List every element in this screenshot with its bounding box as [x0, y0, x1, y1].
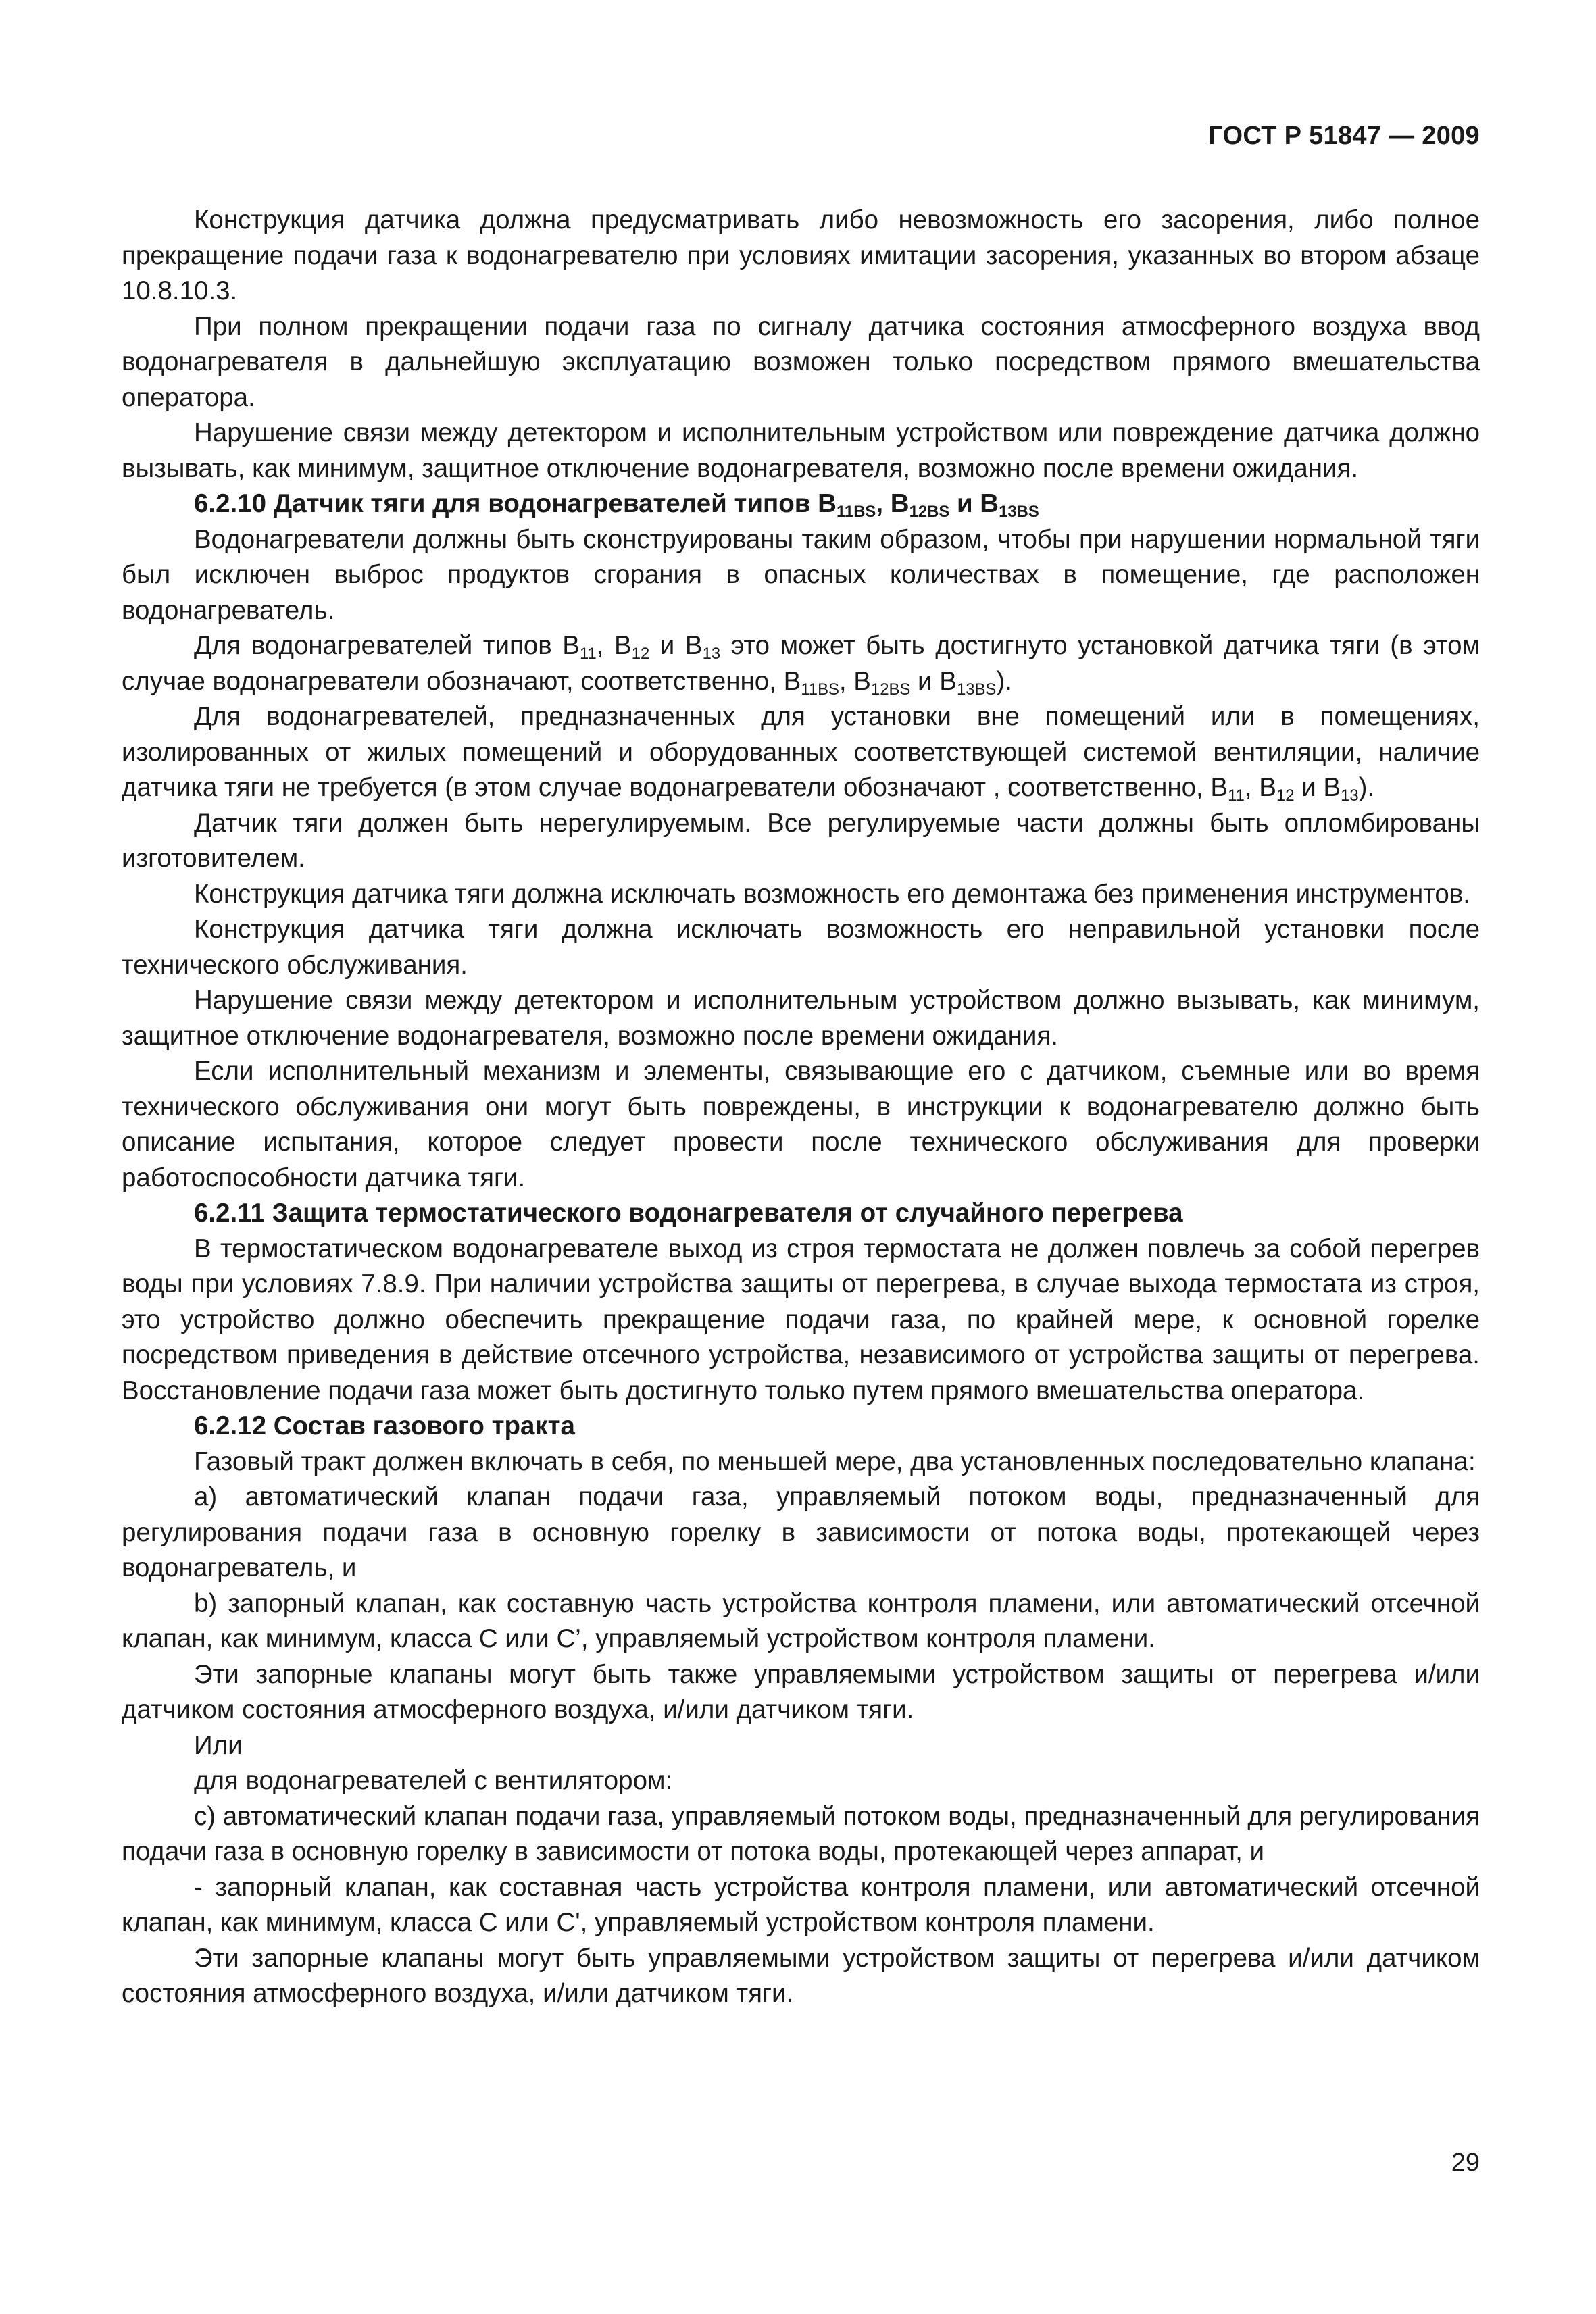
body-paragraph: В термостатическом водонагревателе выход из строя термостата не должен повлечь за собой перегрев воды при условиях 7.8.9. При наличии устройства защиты от перегрева, в случае выхода термостата из строя, это устройство должно обеспечить прекращение подачи газа, по крайней мере, к основной горелке посредством приведения в действие отсечного устройства, независимого от устройства защиты от перегрева. Восстановление подачи газа может быть достигнуто только путем прямого вмешательства оператора.	[122, 1234, 1480, 1405]
body-paragraph: Эти запорные клапаны могут быть также управляемыми устройством защиты от перегрева и/или датчиком состояния атмосферного воздуха, и/или датчиком тяги.	[122, 1659, 1480, 1724]
body-paragraph: для водонагревателей с вентилятором:	[194, 1766, 673, 1795]
body-paragraph: Водонагреватели должны быть сконструированы таким образом, чтобы при нарушении нормальной тяги был исключен выброс продуктов сгорания в опасных количествах в помещение, где расположен водонагреватель.	[122, 524, 1480, 625]
body-paragraph: с) автоматический клапан подачи газа, управляемый потоком воды, предназначенный для регулирования подачи газа в основную горелку в зависимости от потока воды, протекающей через аппарат, и	[122, 1801, 1480, 1866]
subscript: 12BS	[870, 680, 911, 699]
subscript: 12	[1276, 786, 1295, 805]
body-paragraph: Конструкция датчика тяги должна исключать возможность его неправильной установки после технического обслуживания.	[122, 915, 1480, 980]
subscript: 13BS	[956, 680, 997, 699]
subscript: 12	[631, 645, 650, 663]
section-heading: 6.2.12 Состав газового тракта	[194, 1411, 575, 1440]
body-paragraph: Если исполнительный механизм и элементы, связывающие его с датчиком, съемные или во время технического обслуживания они могут быть повреждены, в инструкции к водонагревателю должно быть описание испытания, которое следует провести после технического обслуживания для проверки работоспособности датчика тяги.	[122, 1057, 1480, 1192]
subscript: 13	[1341, 786, 1359, 805]
body-paragraph: Конструкция датчика тяги должна исключать возможность его демонтажа без применения инструментов.	[194, 879, 1470, 909]
subscript: 13BS	[999, 503, 1039, 522]
body-paragraph: b) запорный клапан, как составную часть устройства контроля пламени, или автоматический отсечной клапан, как минимум, класса С или С’, управляемый устройством контроля пламени.	[122, 1588, 1480, 1653]
body-paragraph: При полном прекращении подачи газа по сигналу датчика состояния атмосферного воздуха ввод водонагревателя в дальнейшую эксплуатацию возможен только посредством прямого вмешательства оператора.	[122, 311, 1480, 412]
document-body	[122, 203, 1480, 2012]
section-heading: 6.2.11 Защита термостатического водонагревателя от случайного перегрева	[194, 1199, 1183, 1228]
body-paragraph: - запорный клапан, как составная часть устройства контроля пламени, или автоматический отсечной клапан, как минимум, класса С или С', управляемый устройством контроля пламени.	[122, 1872, 1480, 1937]
subscript: 11BS	[836, 503, 876, 522]
body-paragraph: Газовый тракт должен включать в себя, по меньшей мере, два установленных последовательно клапана:	[194, 1447, 1476, 1476]
body-paragraph: Нарушение связи между детектором и исполнительным устройством или повреждение датчика должно вызывать, как минимум, защитное отключение водонагревателя, возможно после времени ожидания.	[122, 418, 1480, 483]
document-standard-id: ГОСТ Р 51847 — 2009	[1208, 122, 1480, 150]
subscript: 12BS	[909, 503, 950, 522]
body-paragraph: Нарушение связи между детектором и исполнительным устройством должно вызывать, как минимум, защитное отключение водонагревателя, возможно после времени ожидания.	[122, 986, 1480, 1051]
body-paragraph: Или	[194, 1730, 243, 1760]
subscript: 11BS	[801, 680, 839, 699]
body-paragraph: а) автоматический клапан подачи газа, управляемый потоком воды, предназначенный для регулирования подачи газа в основную горелку в зависимости от потока воды, протекающей через водонагреватель, и	[122, 1482, 1480, 1582]
body-paragraph: Для водонагревателей типов $B_{11}$, $B_{12}$ и $B_{13}$ это может быть достигнуто установкой датчика тяги (в этом случае водонагреватели обозначают, соответственно, $B_{11BS}$, $B_{12BS}$ и $B_{13BS}$).	[122, 631, 1480, 699]
subscript: 11	[1228, 786, 1245, 805]
section-heading: 6.2.10 Датчик тяги для водонагревателей типов $B_{11BS}$, $B_{12BS}$ и $B_{13BS}$	[194, 489, 1039, 522]
body-paragraph: Конструкция датчика должна предусматривать либо невозможность его засорения, либо полное прекращение подачи газа к водонагревателю при условиях имитации засорения, указанных во втором абзаце 10.8.10.3.	[122, 205, 1480, 305]
body-paragraph: Для водонагревателей, предназначенных для установки вне помещений или в помещениях, изолированных от жилых помещений и оборудованных соответствующей системой вентиляции, наличие датчика тяги не требуется (в этом случае водонагреватели обозначают , соответственно, $B_{11}$, $B_{12}$ и $B_{13}$).	[122, 702, 1480, 805]
subscript: 11	[579, 645, 597, 663]
body-paragraph: Эти запорные клапаны могут быть управляемыми устройством защиты от перегрева и/или датчиком состояния атмосферного воздуха, и/или датчиком тяги.	[122, 1943, 1480, 2008]
subscript: 13	[702, 645, 721, 663]
page-number: 29	[1451, 2148, 1480, 2177]
body-paragraph: Датчик тяги должен быть нерегулируемым. Все регулируемые части должны быть опломбированы изготовителем.	[122, 808, 1480, 873]
